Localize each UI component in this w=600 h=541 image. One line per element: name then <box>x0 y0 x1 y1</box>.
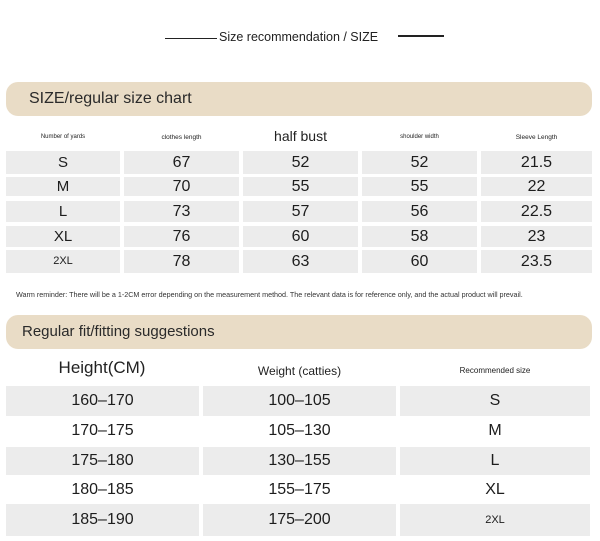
warm-reminder: Warm reminder: There will be a 1-2CM error depending on the measurement method. The relevant data is for reference only, and the actual product will prevail. <box>16 290 523 299</box>
size-chart-cell: 52 <box>243 151 358 174</box>
weight-range-cell: 155–175 <box>203 476 396 503</box>
size-chart-cell: 22.5 <box>481 201 592 222</box>
size-chart-cell: 63 <box>243 250 358 273</box>
size-chart-header: half bust <box>274 128 327 144</box>
size-chart-cell: 22 <box>481 177 592 196</box>
recommended-size-cell: S <box>400 386 590 416</box>
height-range-cell: 160–170 <box>6 386 199 416</box>
size-chart-cell: 56 <box>362 201 477 222</box>
height-range-cell: 180–185 <box>6 476 199 503</box>
height-range-cell: 175–180 <box>6 447 199 475</box>
size-chart-cell: 57 <box>243 201 358 222</box>
recommended-size-cell: XL <box>400 476 590 503</box>
weight-range-cell: 100–105 <box>203 386 396 416</box>
size-chart-header: clothes length <box>161 134 202 141</box>
weight-range-cell: 175–200 <box>203 504 396 536</box>
recommended-size-cell: 2XL <box>400 504 590 536</box>
height-range-cell: 170–175 <box>6 418 199 443</box>
size-label-cell: S <box>6 151 120 174</box>
recommended-size-cell: L <box>400 447 590 475</box>
size-chart-cell: 23.5 <box>481 250 592 273</box>
size-label-cell: XL <box>6 226 120 247</box>
size-chart-cell: 55 <box>362 177 477 196</box>
fit-suggestions-header: Weight (catties) <box>257 364 342 378</box>
size-chart-cell: 73 <box>124 201 239 222</box>
size-chart-cell: 55 <box>243 177 358 196</box>
height-range-cell: 185–190 <box>6 504 199 536</box>
recommended-size-cell: M <box>400 418 590 443</box>
size-chart-cell: 23 <box>481 226 592 247</box>
size-chart-cell: 60 <box>362 250 477 273</box>
size-chart-banner <box>6 82 592 116</box>
size-chart-cell: 58 <box>362 226 477 247</box>
page-heading <box>0 28 600 46</box>
size-chart-cell: 78 <box>124 250 239 273</box>
size-chart-header: shoulder width <box>400 134 439 140</box>
weight-range-cell: 105–130 <box>203 418 396 443</box>
page-title: Size recommendation / SIZE <box>219 30 379 44</box>
size-chart-cell: 52 <box>362 151 477 174</box>
heading-rule-left <box>165 38 217 39</box>
size-chart-cell: 21.5 <box>481 151 592 174</box>
size-label-cell: M <box>6 177 120 196</box>
size-chart-cell: 76 <box>124 226 239 247</box>
size-chart-cell: 70 <box>124 177 239 196</box>
size-label-cell: L <box>6 201 120 222</box>
size-chart-header: Sleeve Length <box>515 134 558 141</box>
weight-range-cell: 130–155 <box>203 447 396 475</box>
fit-suggestions-header: Height(CM) <box>58 358 146 377</box>
size-chart-title: SIZE/regular size chart <box>29 90 192 107</box>
heading-rule-right <box>398 35 444 37</box>
fit-suggestions-banner <box>6 315 592 349</box>
size-chart-cell: 67 <box>124 151 239 174</box>
size-chart-cell: 60 <box>243 226 358 247</box>
fit-suggestions-title: Regular fit/fitting suggestions <box>22 323 215 340</box>
fit-suggestions-header: Recommended size <box>459 366 531 375</box>
size-label-cell: 2XL <box>6 250 120 273</box>
size-chart-header: Number of yards <box>40 134 86 140</box>
